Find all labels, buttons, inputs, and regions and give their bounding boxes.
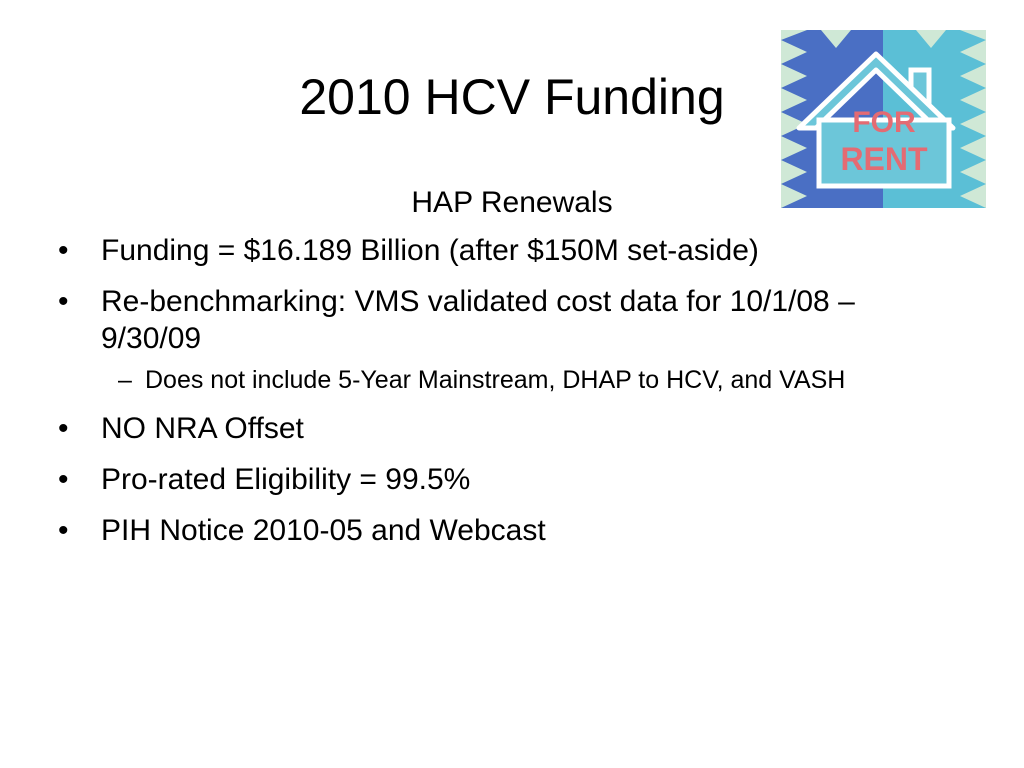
bullet-item [56, 283, 936, 357]
slide-subtitle: HAP Renewals [411, 186, 613, 219]
bullet-list [56, 232, 936, 563]
bullet-text: Re-benchmarking: VMS validated cost data for 10/1/08 – 9/30/09 [101, 285, 855, 355]
for-rent-house-icon [781, 30, 986, 208]
sub-bullet-item [56, 365, 905, 396]
bullet-text: Pro-rated Eligibility = 99.5% [101, 463, 471, 496]
sub-bullet-marker: – [118, 366, 132, 394]
for-rent-text-line2: RENT [840, 141, 928, 177]
bullet-text: NO NRA Offset [101, 412, 304, 445]
bullet-marker: • [58, 514, 69, 547]
for-rent-text-line1: FOR [852, 106, 916, 139]
bullet-marker: • [58, 234, 69, 267]
bullet-item [56, 512, 936, 549]
bullet-marker: • [58, 463, 69, 496]
bullet-marker: • [58, 285, 69, 318]
bullet-text: PIH Notice 2010-05 and Webcast [101, 514, 546, 547]
bullet-marker: • [58, 412, 69, 445]
sub-bullet-text: Does not include 5-Year Mainstream, DHAP to HCV, and VASH [145, 366, 846, 394]
bullet-text: Funding = $16.189 Billion (after $150M set-aside) [101, 234, 759, 267]
bullet-item [56, 410, 936, 447]
bullet-item [56, 461, 936, 498]
slide-title: 2010 HCV Funding [299, 69, 725, 125]
bullet-item [56, 232, 936, 269]
